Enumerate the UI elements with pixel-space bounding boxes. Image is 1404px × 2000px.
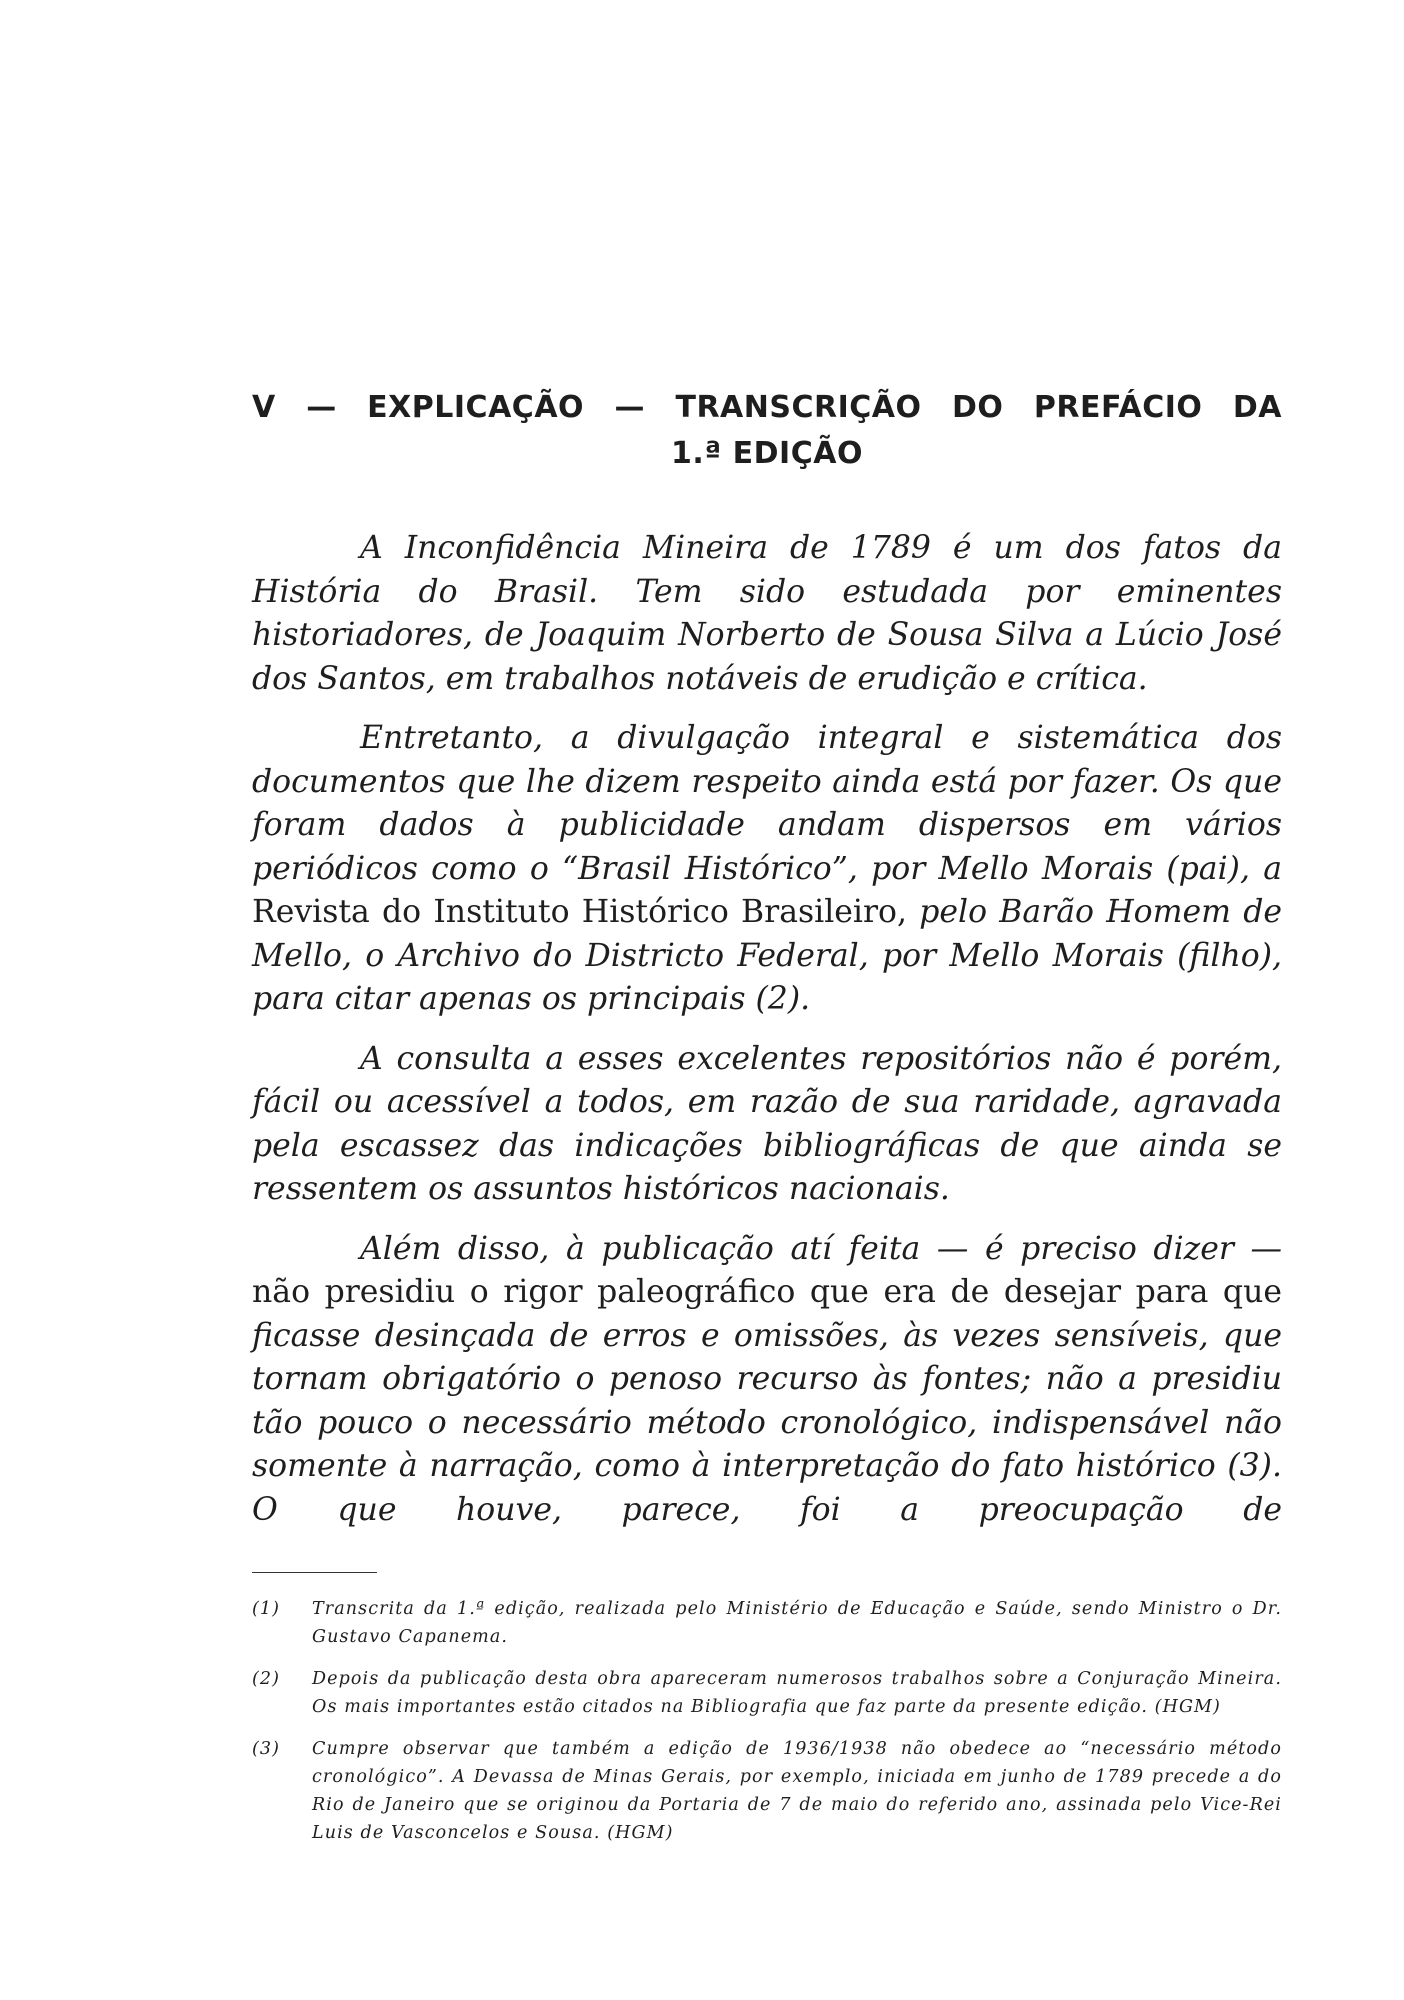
paragraph-3: A consulta a esses excelentes repositórios não é porém, fácil ou acessível a todos, em razão de sua raridade, agravada pela escassez das indicações bibliográficas de que ainda se ressentem os assuntos históricos nacionais.	[252, 1040, 1282, 1207]
paragraph-4-part-b: não presidiu o rigor paleográfico que era de desejar para que	[252, 1274, 1282, 1310]
document-page	[252, 385, 1282, 1861]
footnote-number: (1)	[252, 1599, 281, 1619]
paragraph-4-part-a: Além disso, à publicação atí feita — é preciso dizer —	[360, 1230, 1282, 1267]
footnotes	[252, 1595, 1282, 1847]
footnote-1	[252, 1595, 1282, 1651]
body-text	[252, 527, 1282, 1532]
footnote-text: Transcrita da 1.ª edição, realizada pelo Ministério de Educação e Saúde, sendo Ministro o Dr. Gustavo Capanema.	[312, 1599, 1282, 1647]
chapter-heading-line1: V — EXPLICAÇÃO — TRANSCRIÇÃO DO PREFÁCIO DA	[252, 390, 1282, 425]
footnote-number: (2)	[252, 1669, 281, 1689]
footnote-text: Cumpre observar que também a edição de 1936/1938 não obedece ao “necessário método cronológico”. A Devassa de Minas Gerais, por exemplo, iniciada em junho de 1789 precede a do Rio de Janeiro que se originou da Portaria de 7 de maio do referido ano, assinada pelo Vice-Rei Luis de Vasconcelos e Sousa. (HGM)	[312, 1739, 1282, 1843]
paragraph-1: A Inconfidência Mineira de 1789 é um dos fatos da História do Brasil. Tem sido estudada por eminentes historiadores, de Joaquim Norberto de Sousa Silva a Lúcio José dos Santos, em trabalhos notáveis de erudição e crítica.	[252, 530, 1282, 697]
paragraph-2-part-a: Entretanto, a divulgação integral e sistemática dos documentos que lhe dizem respeito ainda está por fazer. Os que foram dados à publicidade andam dispersos em vários periódicos como o “Brasil Histórico”, por Mello Morais (pai), a	[252, 720, 1282, 887]
chapter-heading-line2: 1.ª EDIÇÃO	[671, 436, 863, 471]
paragraph-2-part-c: pelo Barão Homem de Mello, o Archivo do Districto Federal, por Mello Morais (filho), para citar apenas os principais (2).	[252, 894, 1282, 1017]
footnote-3	[252, 1735, 1282, 1847]
paragraph-2-part-b: Revista do Instituto Histórico Brasileiro,	[252, 894, 908, 930]
paragraph-4	[252, 1228, 1282, 1533]
footnote-number: (3)	[252, 1739, 281, 1759]
paragraph-2	[252, 717, 1282, 1022]
paragraph-4-part-c: ficasse desinçada de erros e omissões, às vezes sensíveis, que tornam obrigatório o penoso recurso às fontes; não a presidiu tão pouco o necessário método cronológico, indispensável não somente à narração, como à interpretação do fato histórico (3). O que houve, parece, foi a preocupação de	[252, 1317, 1282, 1528]
footnote-divider	[252, 1572, 377, 1573]
footnote-2	[252, 1665, 1282, 1721]
footnote-text: Depois da publicação desta obra apareceram numerosos trabalhos sobre a Conjuração Mineira. Os mais importantes estão citados na Bibliografia que faz parte da presente edição. (HGM)	[312, 1669, 1282, 1717]
